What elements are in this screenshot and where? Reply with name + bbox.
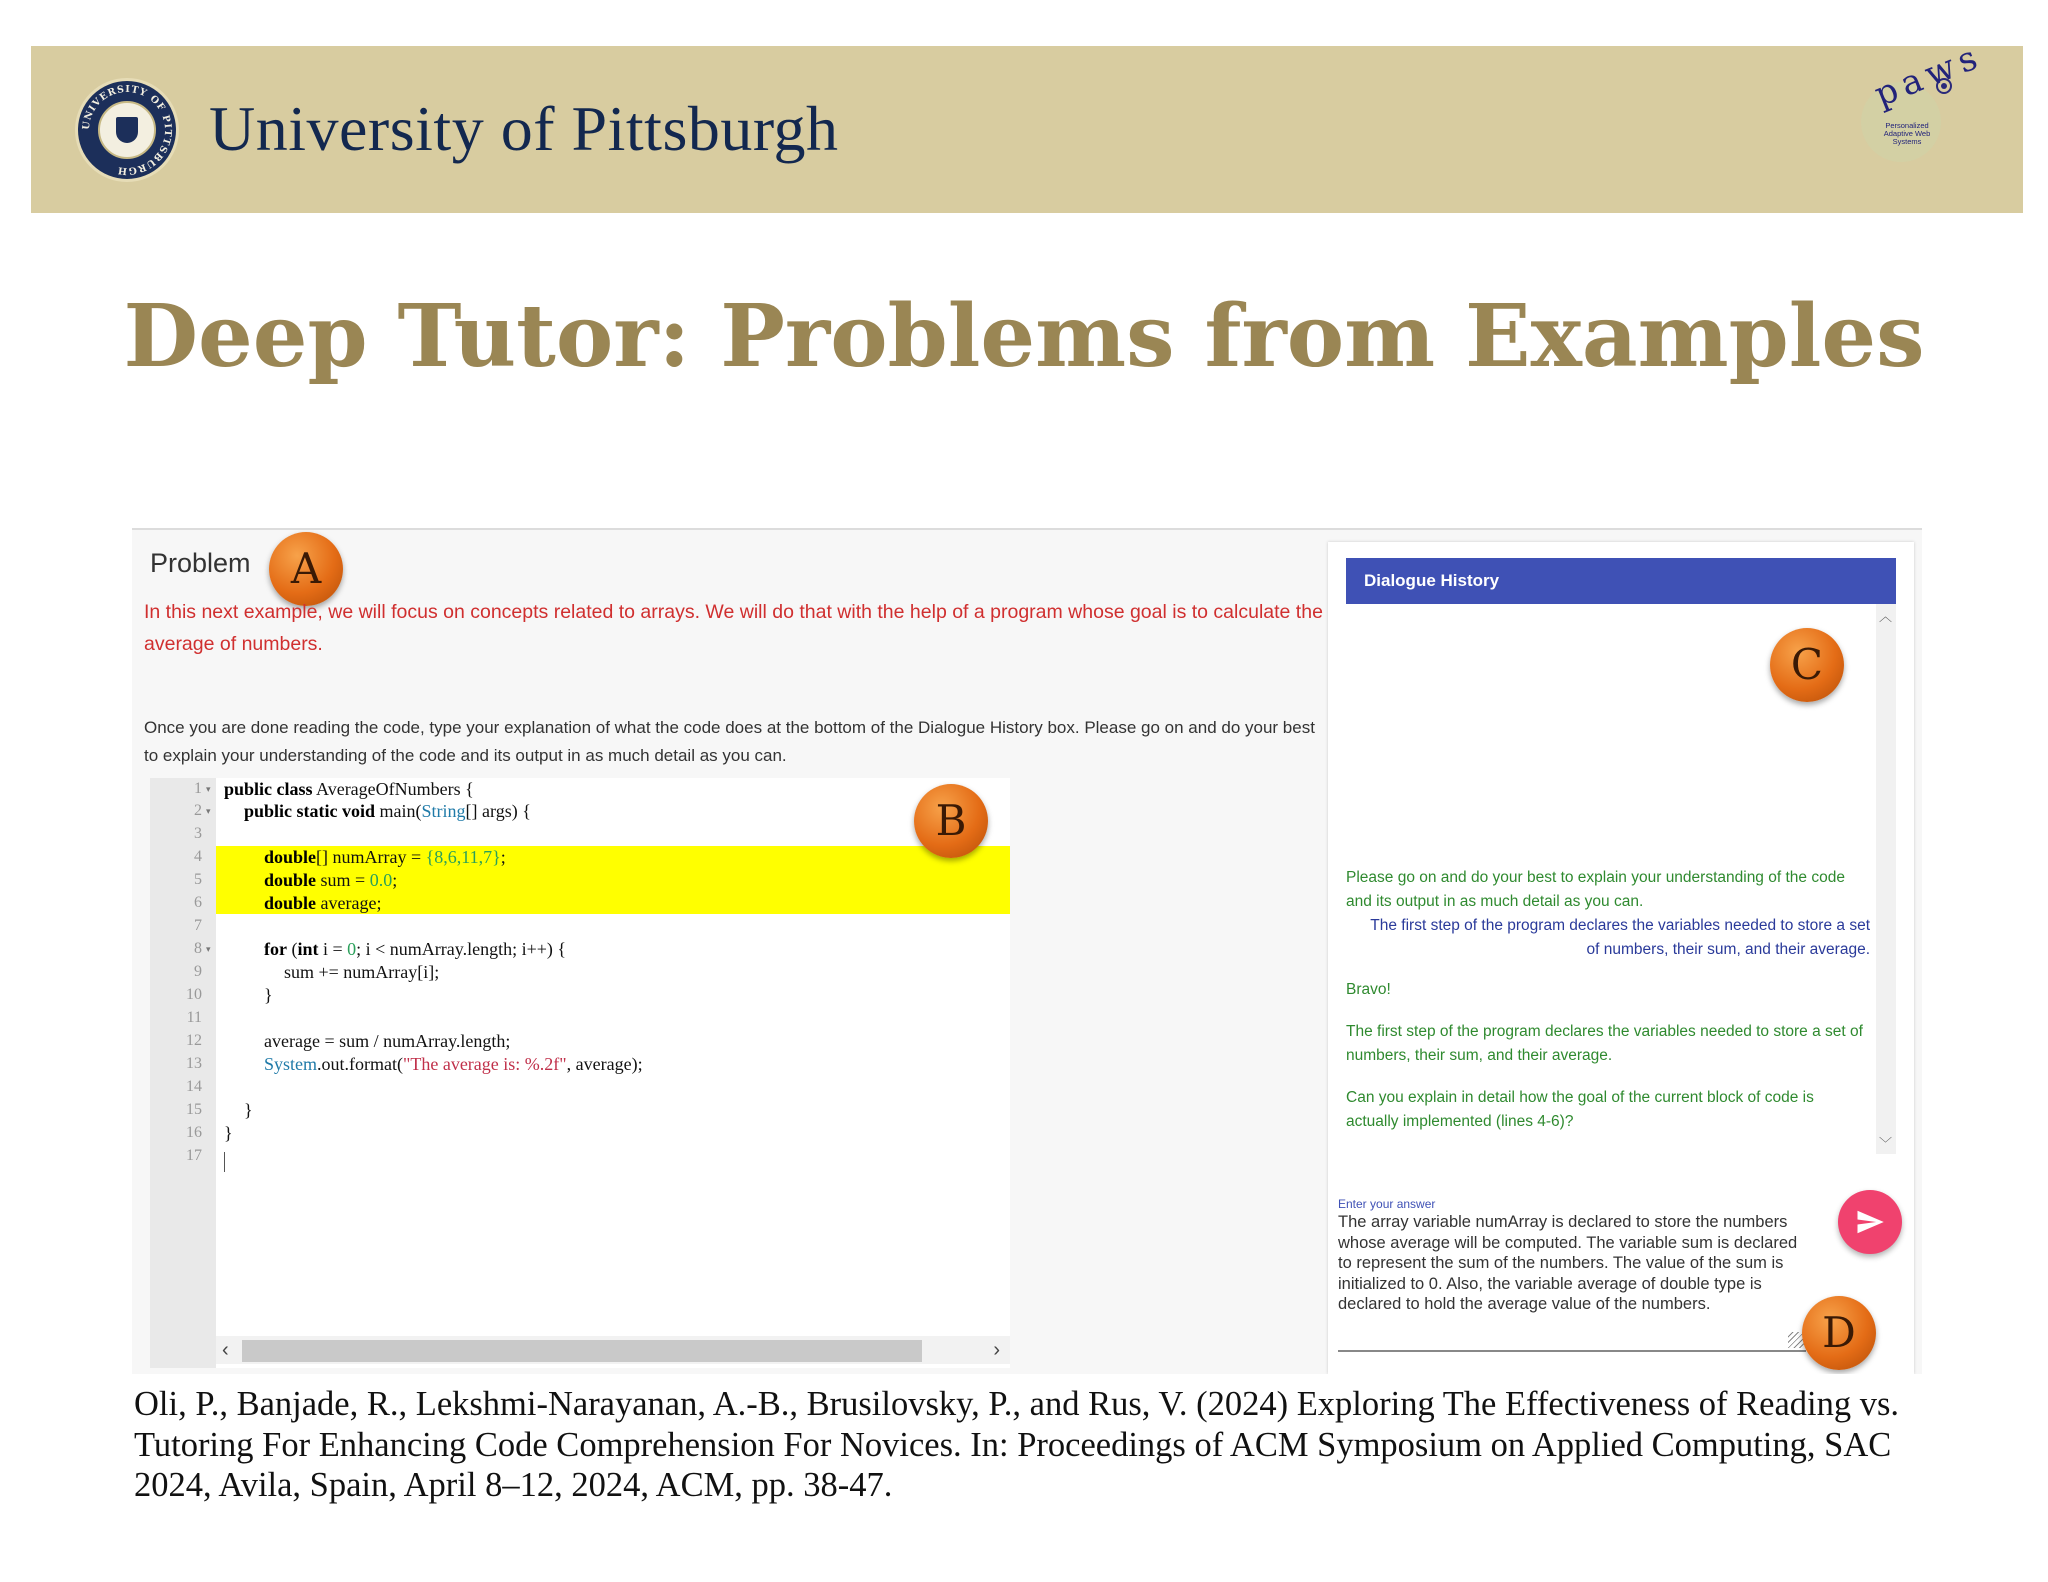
tutor-message: The first step of the program declares the variables needed to store a set of numbers, their sum, and their average. <box>1346 1023 1863 1064</box>
callout-badge-d: D <box>1802 1296 1876 1370</box>
code-editor[interactable] <box>150 778 1010 1368</box>
fold-toggle-icon[interactable]: ▾ <box>206 784 211 794</box>
dialogue-history-title: Dialogue History <box>1346 558 1896 604</box>
tutor-message: Can you explain in detail how the goal of the current block of code is actually implemented (lines 4-6)? <box>1346 1089 1814 1130</box>
code-token: double <box>264 847 317 867</box>
header-band <box>31 35 2023 213</box>
code-token: double <box>264 893 317 913</box>
code-line-5 <box>264 869 397 891</box>
chevron-down-icon[interactable]: ﹀ <box>1879 1136 1893 1151</box>
fold-toggle-icon[interactable]: ▾ <box>206 944 211 954</box>
code-token: sum = <box>316 870 370 890</box>
fold-toggle-icon[interactable]: ▾ <box>206 806 211 816</box>
code-token: public class <box>224 779 313 799</box>
code-line-2 <box>244 800 531 822</box>
line-number: 2 <box>194 802 202 819</box>
send-icon <box>1855 1207 1885 1237</box>
code-line-12: average = sum / numArray.length; <box>264 1031 511 1051</box>
line-number: 14 <box>186 1078 202 1095</box>
code-line-4 <box>264 846 506 868</box>
code-token: {8,6,11,7} <box>425 847 501 867</box>
seal-shield-icon <box>98 101 156 159</box>
line-number: 7 <box>194 917 202 934</box>
paws-logo <box>1851 35 1989 180</box>
scrollbar-thumb[interactable] <box>242 1340 922 1362</box>
deep-tutor-screenshot <box>132 528 1922 1374</box>
code-token: 0.0 <box>369 870 393 890</box>
student-message: The first step of the program declares the variables needed to store a set of numbers, their sum, and their average. <box>1370 917 1870 958</box>
code-token: "The average is: %.2f" <box>403 1054 567 1074</box>
tutor-message: Please go on and do your best to explain your understanding of the code and its output in as much detail as you can. <box>1346 869 1845 910</box>
code-line-6 <box>264 892 381 914</box>
code-token: double <box>264 870 317 890</box>
code-line-10: } <box>264 985 273 1005</box>
text-cursor <box>224 1152 225 1172</box>
university-name: University of Pittsburgh <box>209 93 839 164</box>
line-number: 11 <box>186 1009 202 1026</box>
code-token: ; <box>392 870 398 890</box>
callout-badge-b: B <box>914 784 988 858</box>
code-token: ; <box>500 847 506 867</box>
university-seal-logo <box>75 78 179 182</box>
line-number: 1 <box>194 780 202 797</box>
paws-logo-letters: paws <box>1869 35 1989 116</box>
line-number-gutter <box>150 778 216 1368</box>
code-token: System <box>264 1054 318 1074</box>
seal-text: UNIVERSITY OF PITTSBURGH <box>80 83 174 177</box>
code-token: for <box>264 939 287 959</box>
dialogue-panel <box>1328 542 1914 1374</box>
code-line-16: } <box>224 1123 233 1143</box>
code-token: public static void <box>244 801 376 821</box>
code-token: String <box>421 801 466 821</box>
callout-badge-a: A <box>269 532 343 606</box>
code-token: i = <box>318 939 348 959</box>
code-token: average; <box>316 893 382 913</box>
paws-logo-tagline: Personalized Adaptive Web Systems <box>1883 121 1931 146</box>
horizontal-scrollbar[interactable] <box>216 1336 1010 1364</box>
line-number: 16 <box>186 1124 202 1141</box>
answer-field-label: Enter your answer <box>1338 1197 1436 1211</box>
code-token: .out.format( <box>317 1054 403 1074</box>
code-token: ; i < numArray.length; i++) { <box>356 939 567 959</box>
answer-underline <box>1338 1350 1806 1352</box>
problem-heading: Problem <box>150 548 251 578</box>
problem-instructions: Once you are done reading the code, type your explanation of what the code does at the bottom of the Dialogue History box. Please go on and do your best to explain your understanding of the code and its output in as much detail as you can. <box>144 718 1315 765</box>
code-line-15: } <box>244 1100 253 1120</box>
answer-textarea[interactable]: The array variable numArray is declared to store the numbers whose average will be computed. The variable sum is declared to represent the sum of the numbers. The value of the sum is initialized to 0. Also, the variable average of double type is declared to hold the average value of the numbers. <box>1338 1213 1798 1313</box>
code-token: [] args) { <box>465 801 531 821</box>
line-number: 17 <box>186 1147 202 1164</box>
code-line-1 <box>224 778 474 800</box>
code-line-13 <box>264 1053 643 1075</box>
line-number: 10 <box>186 986 202 1003</box>
line-number: 6 <box>194 894 202 911</box>
code-token: int <box>297 939 319 959</box>
line-number: 4 <box>194 848 202 865</box>
line-number: 3 <box>194 825 202 842</box>
line-number: 9 <box>194 963 202 980</box>
line-number: 12 <box>186 1032 202 1049</box>
line-number: 13 <box>186 1055 202 1072</box>
callout-badge-c: C <box>1770 628 1844 702</box>
dialogue-scrollbar[interactable] <box>1876 604 1896 1154</box>
code-line-8 <box>264 938 566 960</box>
line-number: 15 <box>186 1101 202 1118</box>
code-token: , average); <box>566 1054 643 1074</box>
line-number: 8 <box>194 940 202 957</box>
tutor-message: Bravo! <box>1346 981 1391 998</box>
code-line-9: sum += numArray[i]; <box>284 962 440 982</box>
citation-reference: Oli, P., Banjade, R., Lekshmi-Narayanan, A.-B., Brusilovsky, P., and Rus, V. (2024) Exploring The Effectiveness of Reading vs. Tutoring For Enhancing Code Comprehension For Novices. In: Proceedings of ACM Symposium on Applied Computing, SAC 2024, Avila, Spain, April 8–12, 2024, ACM, pp. 38-47. <box>134 1385 1900 1504</box>
code-token: 0 <box>347 939 357 959</box>
line-number: 5 <box>194 871 202 888</box>
code-token: main( <box>375 801 422 821</box>
code-token: AverageOfNumbers { <box>312 779 474 799</box>
code-token: [] numArray = <box>316 847 426 867</box>
slide-title: Deep Tutor: Problems from Examples <box>123 286 1925 387</box>
scroll-right-icon[interactable]: › <box>993 1339 1000 1361</box>
problem-intro-text: In this next example, we will focus on concepts related to arrays. We will do that with the help of a program whose goal is to calculate the average of numbers. <box>144 601 1323 655</box>
scroll-left-icon[interactable]: ‹ <box>222 1339 229 1361</box>
chevron-up-icon[interactable]: ︿ <box>1879 609 1893 624</box>
code-token: ( <box>286 939 298 959</box>
send-button[interactable] <box>1838 1190 1902 1254</box>
